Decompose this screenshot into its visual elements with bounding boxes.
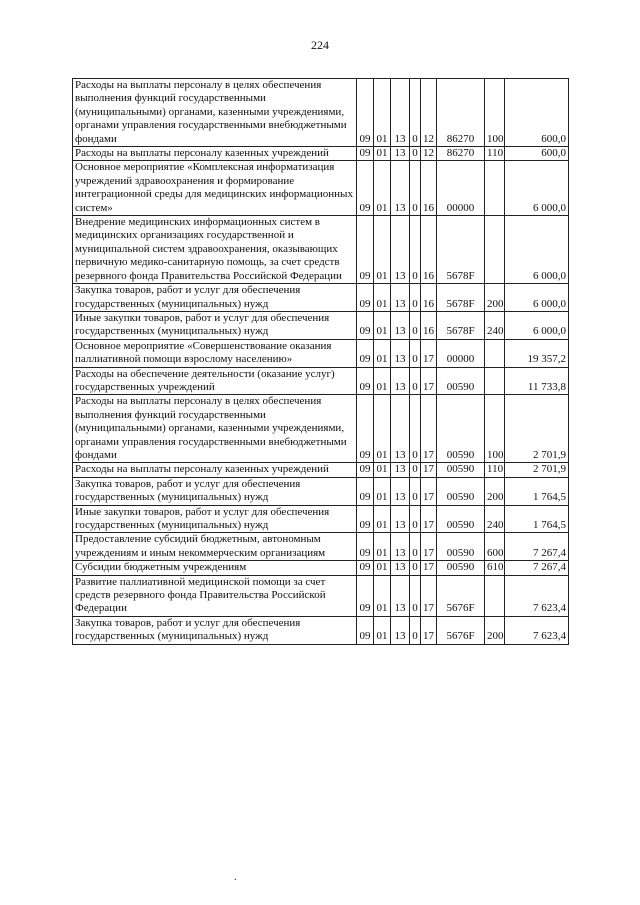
subsection-code: 01 xyxy=(374,533,391,561)
program-code: 13 xyxy=(391,533,410,561)
direction-code: 00590 xyxy=(437,395,485,463)
subsection-code: 01 xyxy=(374,477,391,505)
table-row xyxy=(73,395,569,463)
section-code: 09 xyxy=(357,339,374,367)
direction-code: 86270 xyxy=(437,79,485,147)
expense-type-code: 610 xyxy=(485,561,505,575)
expense-type-code: 240 xyxy=(485,311,505,339)
event-code: 16 xyxy=(421,216,437,284)
section-code: 09 xyxy=(357,616,374,644)
subsection-code: 01 xyxy=(374,339,391,367)
expense-name: Расходы на обеспечение деятельности (оказание услуг) государственных учреждений xyxy=(73,367,357,395)
section-code: 09 xyxy=(357,463,374,477)
amount: 19 357,2 xyxy=(505,339,569,367)
footer-mark: . xyxy=(234,872,237,883)
section-code: 09 xyxy=(357,575,374,616)
expense-name: Иные закупки товаров, работ и услуг для обеспечения государственных (муниципальных) нужд xyxy=(73,505,357,533)
expense-name: Предоставление субсидий бюджетным, автономным учреждениям и иным некоммерческим организациям xyxy=(73,533,357,561)
subprogram-code: 0 xyxy=(410,216,421,284)
direction-code: 5678F xyxy=(437,311,485,339)
subprogram-code: 0 xyxy=(410,505,421,533)
expense-name: Основное мероприятие «Совершенствование оказания паллиативной помощи взрослому населению» xyxy=(73,339,357,367)
direction-code: 00590 xyxy=(437,505,485,533)
event-code: 12 xyxy=(421,147,437,161)
expense-type-code: 110 xyxy=(485,147,505,161)
program-code: 13 xyxy=(391,575,410,616)
program-code: 13 xyxy=(391,616,410,644)
table-row xyxy=(73,477,569,505)
table-row xyxy=(73,284,569,312)
section-code: 09 xyxy=(357,284,374,312)
expense-name: Иные закупки товаров, работ и услуг для обеспечения государственных (муниципальных) нужд xyxy=(73,311,357,339)
expense-type-code xyxy=(485,339,505,367)
expense-name: Внедрение медицинских информационных систем в медицинских организациях государственной и муниципальной систем здравоохранения, оказывающих первичную медико-санитарную помощь, за счет средств резервного фонда Правительства Российской Федерации xyxy=(73,216,357,284)
section-code: 09 xyxy=(357,505,374,533)
table-row xyxy=(73,311,569,339)
amount: 6 000,0 xyxy=(505,161,569,216)
event-code: 17 xyxy=(421,561,437,575)
section-code: 09 xyxy=(357,79,374,147)
amount: 7 267,4 xyxy=(505,561,569,575)
section-code: 09 xyxy=(357,367,374,395)
event-code: 17 xyxy=(421,533,437,561)
subprogram-code: 0 xyxy=(410,395,421,463)
amount: 1 764,5 xyxy=(505,477,569,505)
program-code: 13 xyxy=(391,463,410,477)
expense-type-code: 240 xyxy=(485,505,505,533)
amount: 1 764,5 xyxy=(505,505,569,533)
section-code: 09 xyxy=(357,147,374,161)
event-code: 17 xyxy=(421,339,437,367)
direction-code: 00590 xyxy=(437,533,485,561)
direction-code: 00590 xyxy=(437,477,485,505)
direction-code: 86270 xyxy=(437,147,485,161)
subsection-code: 01 xyxy=(374,311,391,339)
expense-name: Закупка товаров, работ и услуг для обеспечения государственных (муниципальных) нужд xyxy=(73,477,357,505)
page-number: 224 xyxy=(311,38,329,52)
table-row xyxy=(73,533,569,561)
amount: 2 701,9 xyxy=(505,395,569,463)
expense-name: Основное мероприятие «Комплексная информатизация учреждений здравоохранения и формирование интеграционной среды для медицинских информационных систем» xyxy=(73,161,357,216)
subprogram-code: 0 xyxy=(410,147,421,161)
direction-code: 5676F xyxy=(437,616,485,644)
direction-code: 00590 xyxy=(437,463,485,477)
table-row xyxy=(73,463,569,477)
event-code: 12 xyxy=(421,79,437,147)
direction-code: 5678F xyxy=(437,284,485,312)
subsection-code: 01 xyxy=(374,463,391,477)
event-code: 16 xyxy=(421,311,437,339)
subprogram-code: 0 xyxy=(410,284,421,312)
subprogram-code: 0 xyxy=(410,575,421,616)
subsection-code: 01 xyxy=(374,367,391,395)
program-code: 13 xyxy=(391,79,410,147)
table-row xyxy=(73,79,569,147)
expense-type-code xyxy=(485,367,505,395)
subprogram-code: 0 xyxy=(410,311,421,339)
expense-name: Закупка товаров, работ и услуг для обеспечения государственных (муниципальных) нужд xyxy=(73,284,357,312)
amount: 6 000,0 xyxy=(505,311,569,339)
amount: 6 000,0 xyxy=(505,284,569,312)
subsection-code: 01 xyxy=(374,561,391,575)
expense-type-code: 100 xyxy=(485,79,505,147)
expense-type-code: 110 xyxy=(485,463,505,477)
program-code: 13 xyxy=(391,477,410,505)
program-code: 13 xyxy=(391,311,410,339)
event-code: 17 xyxy=(421,505,437,533)
event-code: 17 xyxy=(421,463,437,477)
subprogram-code: 0 xyxy=(410,161,421,216)
subsection-code: 01 xyxy=(374,147,391,161)
direction-code: 5678F xyxy=(437,216,485,284)
direction-code: 00000 xyxy=(437,161,485,216)
subsection-code: 01 xyxy=(374,216,391,284)
expense-type-code: 200 xyxy=(485,616,505,644)
program-code: 13 xyxy=(391,161,410,216)
event-code: 17 xyxy=(421,616,437,644)
subprogram-code: 0 xyxy=(410,367,421,395)
subprogram-code: 0 xyxy=(410,463,421,477)
table-row xyxy=(73,616,569,644)
expense-type-code: 100 xyxy=(485,395,505,463)
program-code: 13 xyxy=(391,561,410,575)
event-code: 17 xyxy=(421,395,437,463)
expense-type-code xyxy=(485,161,505,216)
section-code: 09 xyxy=(357,395,374,463)
amount: 600,0 xyxy=(505,79,569,147)
table-row xyxy=(73,561,569,575)
expense-name: Расходы на выплаты персоналу в целях обеспечения выполнения функций государственными (муниципальными) органами, казенными учреждениями, органами управления государственными внебюджетными фондами xyxy=(73,395,357,463)
expense-name: Расходы на выплаты персоналу казенных учреждений xyxy=(73,147,357,161)
program-code: 13 xyxy=(391,339,410,367)
amount: 600,0 xyxy=(505,147,569,161)
event-code: 16 xyxy=(421,161,437,216)
expense-name: Субсидии бюджетным учреждениям xyxy=(73,561,357,575)
subsection-code: 01 xyxy=(374,284,391,312)
section-code: 09 xyxy=(357,216,374,284)
amount: 7 623,4 xyxy=(505,616,569,644)
subprogram-code: 0 xyxy=(410,339,421,367)
section-code: 09 xyxy=(357,533,374,561)
amount: 7 623,4 xyxy=(505,575,569,616)
table-row xyxy=(73,367,569,395)
expense-type-code: 200 xyxy=(485,477,505,505)
amount: 7 267,4 xyxy=(505,533,569,561)
amount: 2 701,9 xyxy=(505,463,569,477)
expense-type-code xyxy=(485,216,505,284)
subprogram-code: 0 xyxy=(410,477,421,505)
event-code: 17 xyxy=(421,367,437,395)
subprogram-code: 0 xyxy=(410,561,421,575)
subsection-code: 01 xyxy=(374,505,391,533)
direction-code: 00590 xyxy=(437,561,485,575)
subprogram-code: 0 xyxy=(410,533,421,561)
section-code: 09 xyxy=(357,477,374,505)
table-row xyxy=(73,505,569,533)
table-row xyxy=(73,161,569,216)
direction-code: 00590 xyxy=(437,367,485,395)
amount: 11 733,8 xyxy=(505,367,569,395)
budget-table xyxy=(72,78,569,645)
subprogram-code: 0 xyxy=(410,616,421,644)
table-row xyxy=(73,575,569,616)
subsection-code: 01 xyxy=(374,395,391,463)
expense-name: Развитие паллиативной медицинской помощи за счет средств резервного фонда Правительства Российской Федерации xyxy=(73,575,357,616)
direction-code: 5676F xyxy=(437,575,485,616)
expense-type-code xyxy=(485,575,505,616)
expense-name: Расходы на выплаты персоналу казенных учреждений xyxy=(73,463,357,477)
subsection-code: 01 xyxy=(374,79,391,147)
program-code: 13 xyxy=(391,395,410,463)
table-row xyxy=(73,216,569,284)
expense-type-code: 200 xyxy=(485,284,505,312)
section-code: 09 xyxy=(357,161,374,216)
subsection-code: 01 xyxy=(374,616,391,644)
table-row xyxy=(73,339,569,367)
program-code: 13 xyxy=(391,367,410,395)
subsection-code: 01 xyxy=(374,161,391,216)
expense-type-code: 600 xyxy=(485,533,505,561)
expense-name: Закупка товаров, работ и услуг для обеспечения государственных (муниципальных) нужд xyxy=(73,616,357,644)
subsection-code: 01 xyxy=(374,575,391,616)
event-code: 17 xyxy=(421,477,437,505)
amount: 6 000,0 xyxy=(505,216,569,284)
expense-name: Расходы на выплаты персоналу в целях обеспечения выполнения функций государственными (муниципальными) органами, казенными учреждениями, органами управления государственными внебюджетными фондами xyxy=(73,79,357,147)
program-code: 13 xyxy=(391,284,410,312)
direction-code: 00000 xyxy=(437,339,485,367)
subprogram-code: 0 xyxy=(410,79,421,147)
program-code: 13 xyxy=(391,216,410,284)
table-row xyxy=(73,147,569,161)
program-code: 13 xyxy=(391,505,410,533)
event-code: 16 xyxy=(421,284,437,312)
section-code: 09 xyxy=(357,311,374,339)
event-code: 17 xyxy=(421,575,437,616)
program-code: 13 xyxy=(391,147,410,161)
section-code: 09 xyxy=(357,561,374,575)
